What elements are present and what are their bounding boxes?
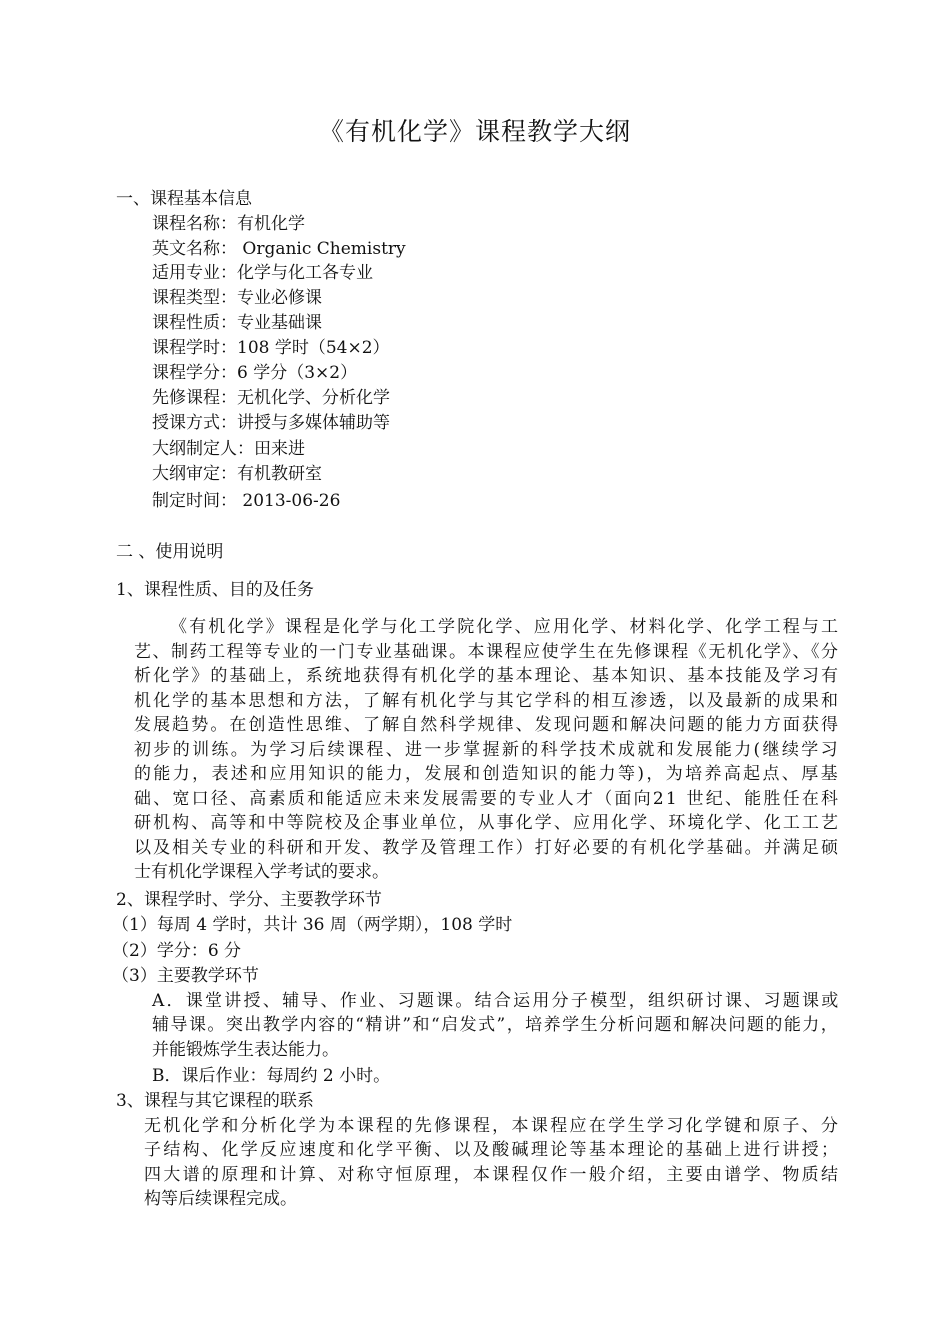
section1-heading: 一、课程基本信息 (116, 189, 252, 209)
paragraph-line: 子结构、化学反应速度和化学平衡、以及酸碱理论等基本理论的基础上进行讲授； (144, 1140, 841, 1160)
paragraph-line: 础、宽口径、高素质和能适应未来发展需要的专业人才（面向21 世纪、能胜任在科 (134, 789, 841, 809)
info-prerequisites: 先修课程：无机化学、分析化学 (152, 388, 390, 408)
paragraph-line: 无机化学和分析化学为本课程的先修课程，本课程应在学生学习化学键和原子、分 (144, 1116, 841, 1136)
section2-heading: 二 、使用说明 (116, 542, 224, 562)
sub2-item-b: B．课后作业：每周约 2 小时。 (152, 1066, 391, 1086)
paragraph-line: 辅导课。突出教学内容的“精讲”和“启发式”，培养学生分析问题和解决问题的能力， (152, 1015, 840, 1035)
paragraph-line: 机化学的基本思想和方法，了解有机化学与其它学科的相互渗透，以及最新的成果和 (134, 691, 841, 711)
info-date: 制定时间： 2013-06-26 (152, 491, 341, 511)
paragraph-line: 发展趋势。在创造性思维、了解自然科学规律、发现问题和解决问题的能力方面获得 (134, 715, 841, 735)
info-reviewer: 大纲审定：有机教研室 (152, 464, 322, 484)
paragraph-line: 的能力，表述和应用知识的能力，发展和创造知识的能力等)，为培养高起点、厚基 (134, 764, 840, 784)
paragraph-line: 《有机化学》课程是化学与化工学院化学、应用化学、材料化学、化学工程与工 (170, 617, 841, 637)
paragraph-line: 艺、制药工程等专业的一门专业基础课。本课程应使学生在先修课程《无机化学》、《分 (134, 642, 840, 662)
paragraph-line: 研机构、高等和中等院校及企事业单位，从事化学、应用化学、环境化学、化工工艺 (134, 813, 841, 833)
paragraph-line: 并能锻炼学生表达能力。 (152, 1040, 339, 1060)
info-course-type: 课程类型：专业必修课 (152, 288, 322, 308)
sub2-heading: 2、课程学时、学分、主要教学环节 (116, 890, 382, 910)
info-author: 大纲制定人：田来进 (152, 439, 305, 459)
paragraph-line: 四大谱的原理和计算、对称守恒原理，本课程仅作一般介绍，主要由谱学、物质结 (144, 1165, 841, 1185)
sub1-heading: 1、课程性质、目的及任务 (116, 580, 314, 600)
paragraph-line: 析化学》的基础上，系统地获得有机化学的基本理论、基本知识、基本技能及学习有 (134, 666, 841, 686)
info-english-name: 英文名称： Organic Chemistry (152, 239, 406, 259)
paragraph-line: 士有机化学课程入学考试的要求。 (134, 862, 389, 882)
sub2-item-teaching-links: （3）主要教学环节 (112, 966, 259, 986)
info-course-nature: 课程性质：专业基础课 (152, 313, 322, 333)
sub3-heading: 3、课程与其它课程的联系 (116, 1091, 314, 1111)
page-title: 《有机化学》课程教学大纲 (318, 117, 631, 146)
paragraph-line: 以及相关专业的科研和开发、教学及管理工作）打好必要的有机化学基础。并满足硕 (134, 838, 841, 858)
paragraph-line: A．课堂讲授、辅导、作业、习题课。结合运用分子模型，组织研讨课、习题课或 (152, 991, 841, 1011)
sub2-item-credits: （2）学分：6 分 (112, 941, 242, 961)
info-credits: 课程学分：6 学分（3×2） (152, 363, 358, 383)
paragraph-line: 构等后续课程完成。 (144, 1189, 297, 1209)
sub2-item-hours: （1）每周 4 学时，共计 36 周（两学期），108 学时 (112, 915, 513, 935)
info-major: 适用专业：化学与化工各专业 (152, 263, 373, 283)
info-hours: 课程学时：108 学时（54×2） (152, 338, 390, 358)
paragraph-line: 初步的训练。为学习后续课程、进一步掌握新的科学技术成就和发展能力(继续学习 (134, 740, 840, 760)
info-teaching-method: 授课方式：讲授与多媒体辅助等 (152, 413, 390, 433)
info-course-name: 课程名称：有机化学 (152, 214, 305, 234)
